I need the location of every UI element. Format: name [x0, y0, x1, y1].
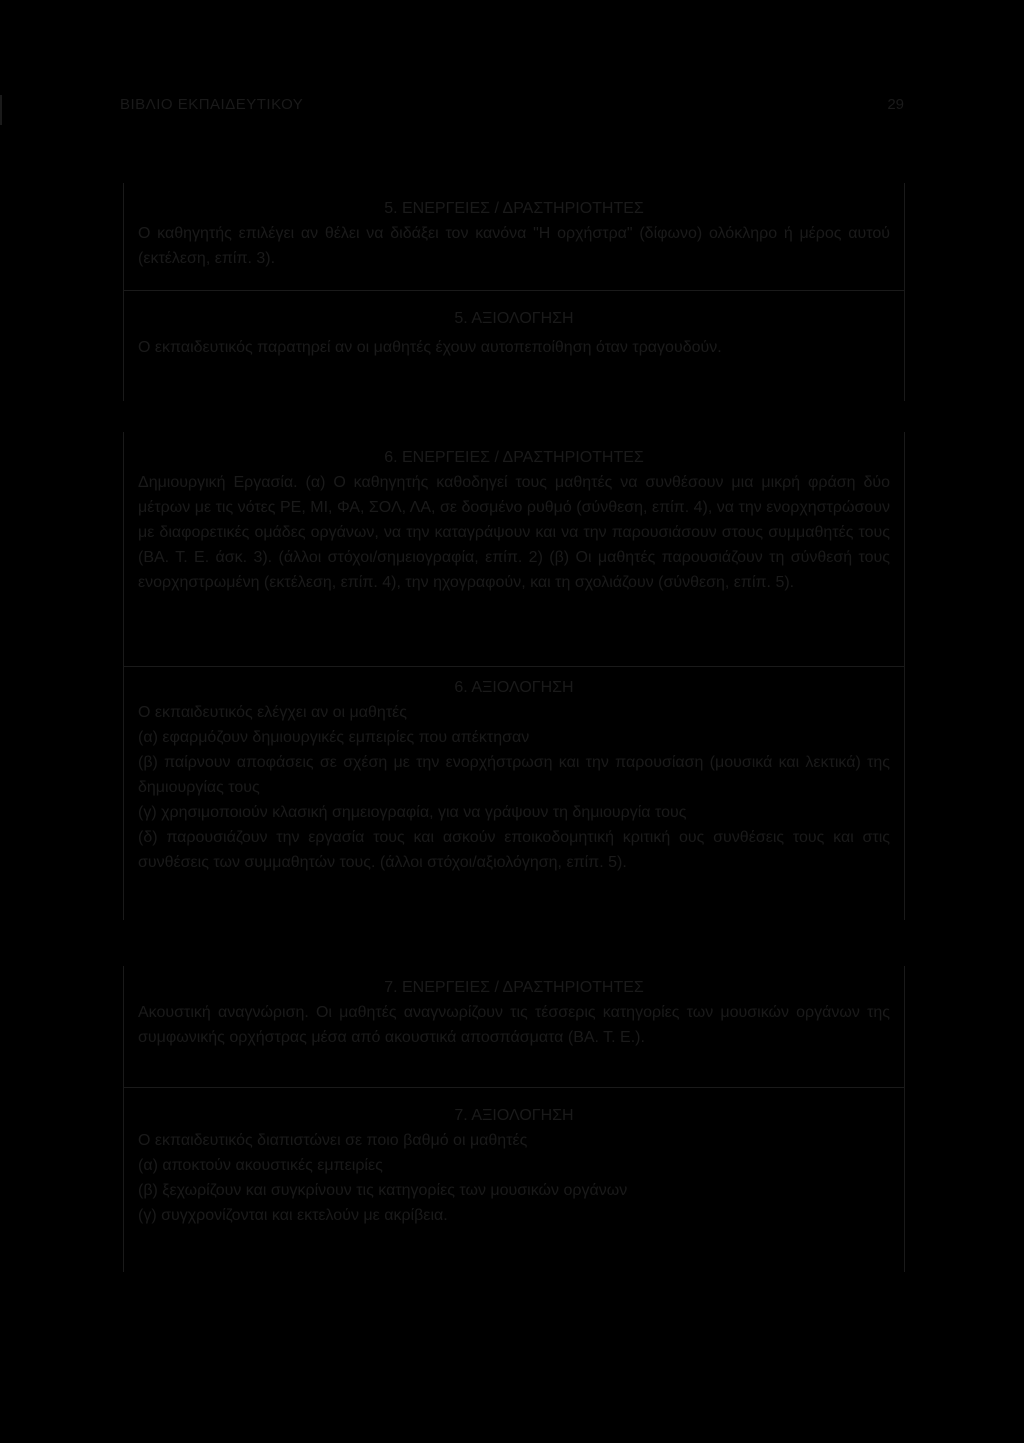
assessment-item: (α) εφαρμόζουν δημιουργικές εμπειρίες που απέκτησαν	[138, 729, 530, 746]
header-title: ΒΙΒΛΙΟ ΕΚΠΑΙΔΕΥΤΙΚΟΥ	[120, 96, 304, 113]
section-divider	[124, 666, 904, 667]
section-divider	[124, 290, 904, 291]
activity-title-7: 7. ΕΝΕΡΓΕΙΕΣ / ΔΡΑΣΤΗΡΙΟΤΗΤΕΣ	[384, 979, 644, 996]
activity-text-7: Ακουστική αναγνώριση. Οι μαθητές αναγνωρίζουν τις τέσσερις κατηγορίες των μουσικών οργάνων της συμφωνικής ορχήστρας μέσα από ακουστικά αποσπάσματα (ΒΑ. Τ. Ε.).	[138, 1004, 890, 1046]
page-number: 29	[887, 96, 904, 113]
assessment-title-7: 7. ΑΞΙΟΛΟΓΗΣΗ	[454, 1107, 574, 1124]
assessment-item: (δ) παρουσιάζουν την εργασία τους και ασκούν εποικοδομητική κριτική ους συνθέσεις τους και στις συνθέσεις των συμμαθητών τους. (άλλοι στόχοι/αξιολόγηση, επίπ. 5).	[138, 829, 890, 871]
assessment-item: (γ) συγχρονίζονται και εκτελούν με ακρίβεια.	[138, 1207, 448, 1224]
section-7	[123, 966, 905, 1272]
page-header	[120, 96, 904, 124]
assessment-intro-7: Ο εκπαιδευτικός διαπιστώνει σε ποιο βαθμό οι μαθητές	[138, 1132, 528, 1149]
activity-text-5: Ο καθηγητής επιλέγει αν θέλει να διδάξει τον κανόνα "Η ορχήστρα" (δίφωνο) ολόκληρο ή μέρος αυτού (εκτέλεση, επίπ. 3).	[138, 225, 890, 267]
assessment-title-6: 6. ΑΞΙΟΛΟΓΗΣΗ	[454, 679, 574, 696]
assessment-text-5: Ο εκπαιδευτικός παρατηρεί αν οι μαθητές έχουν αυτοπεποίθηση όταν τραγουδούν.	[138, 339, 722, 356]
assessment-item: (γ) χρησιμοποιούν κλασική σημειογραφία, για να γράψουν τη δημιουργία τους	[138, 804, 687, 821]
activity-title-6: 6. ΕΝΕΡΓΕΙΕΣ / ΔΡΑΣΤΗΡΙΟΤΗΤΕΣ	[384, 449, 644, 466]
assessment-intro-6: Ο εκπαιδευτικός ελέγχει αν οι μαθητές	[138, 704, 407, 721]
assessment-item: (β) παίρνουν αποφάσεις σε σχέση με την ενορχήστρωση και την παρουσίαση (μουσικά και λεκτικά) της δημιουργίας τους	[138, 754, 890, 796]
assessment-title-5: 5. ΑΞΙΟΛΟΓΗΣΗ	[454, 310, 574, 327]
section-5	[123, 183, 905, 401]
assessment-item: (α) αποκτούν ακουστικές εμπειρίες	[138, 1157, 383, 1174]
section-6	[123, 432, 905, 920]
margin-mark	[0, 95, 2, 125]
assessment-item: (β) ξεχωρίζουν και συγκρίνουν τις κατηγορίες των μουσικών οργάνων	[138, 1182, 628, 1199]
section-divider	[124, 1087, 904, 1088]
activity-text-6: Δημιουργική Εργασία. (α) Ο καθηγητής καθοδηγεί τους μαθητές να συνθέσουν μια μικρή φράση δύο μέτρων με τις νότες ΡΕ, ΜΙ, ΦΑ, ΣΟΛ, ΛΑ, σε δοσμένο ρυθμό (σύνθεση, επίπ. 4), να την ενορχηστρώσουν με διαφορετικές ομάδες οργάνων, να την καταγράψουν και να την παρουσιάσουν στους συμμαθητές τους (ΒΑ. Τ. Ε. άσκ. 3). (άλλοι στόχοι/σημειογραφία, επίπ. 2) (β) Οι μαθητές παρουσιάζουν τη σύνθεσή τους ενορχηστρωμένη (εκτέλεση, επίπ. 4), την ηχογραφούν, και τη σχολιάζουν (σύνθεση, επίπ. 5).	[138, 474, 890, 591]
activity-title-5: 5. ΕΝΕΡΓΕΙΕΣ / ΔΡΑΣΤΗΡΙΟΤΗΤΕΣ	[384, 200, 644, 217]
